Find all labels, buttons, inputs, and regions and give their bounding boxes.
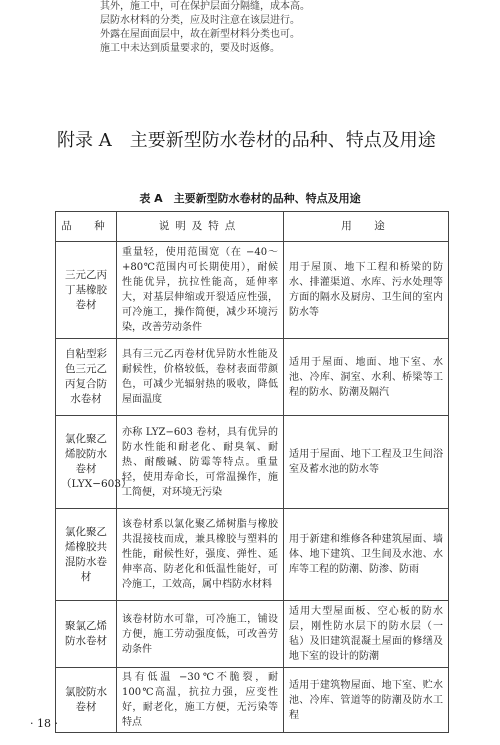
appendix-title: 附录 A 主要新型防水卷材的品种、特点及用途 bbox=[57, 130, 436, 151]
top-text-line: 外露在屋面面层中，故在新型材料分类也可。 bbox=[100, 29, 300, 40]
row-usage: 适用于屋面、地面、地下室、水池、冷库、洞室、水利、桥梁等工程的防水、防潮及隔汽 bbox=[284, 339, 449, 416]
row-usage: 适用于建筑物屋面、地下室、贮水池、冷库、管道等的防潮及防水工程 bbox=[284, 668, 449, 733]
row-usage: 适用于屋面、地下工程及卫生间浴室及蓄水池的防水等 bbox=[284, 416, 449, 509]
row-usage: 用于屋顶、地下工程和桥梁的防水、排灌渠道、水库、污水处理等方面的隔水及厨房、卫生间的室内防水等 bbox=[284, 242, 449, 339]
header-variety: 品 种 bbox=[56, 212, 117, 242]
top-text-line: 层防水材料的分类，应及时注意在该层进行。 bbox=[100, 15, 300, 26]
row-variety: 氯化聚乙烯胶防水卷材（LYX−603） bbox=[56, 416, 117, 509]
row-description: 具有低温 −30℃不脆裂，耐 100℃高温，抗拉力强，应变性好，耐老化，施工方便，无污染等特点 bbox=[117, 668, 284, 733]
table-row bbox=[56, 339, 449, 416]
header-usage: 用 途 bbox=[284, 212, 449, 242]
row-usage: 适用大型屋面板、空心板的防水层，刚性防水层下的防水层（一毡）及旧建筑混凝土屋面的修缮及地下室的设计的防潮 bbox=[284, 601, 449, 668]
row-variety: 三元乙丙丁基橡胶卷材 bbox=[56, 242, 117, 339]
row-description: 亦称 LYZ−603 卷材，具有优异的防水性能和耐老化、耐臭氧、耐热、耐酸碱、防霉等特点。重量轻，使用寿命长，可常温操作，施工简便，对环境无污染 bbox=[117, 416, 284, 509]
row-description: 该卷材系以氯化聚乙烯树脂与橡胶共混接枝而成，兼具橡胶与塑料的性能，耐候性好，强度、弹性、延伸率高、防老化和低温性能好，可冷施工，工效高，属中档防水材料 bbox=[117, 509, 284, 601]
row-variety: 氯化聚乙烯橡胶共混防水卷材 bbox=[56, 509, 117, 601]
row-description: 重量轻，使用范围宽（在 −40～+80℃范围内可长期使用），耐候性能优异，抗拉性能高，延伸率大，对基层伸缩或开裂适应性强，可冷施工，操作简便，减少环境污染，改善劳动条件 bbox=[117, 242, 284, 339]
table-row bbox=[56, 509, 449, 601]
row-usage: 用于新建和维修各种建筑屋面、墙体、地下建筑、卫生间及水池、水库等工程的防潮、防渗、防雨 bbox=[284, 509, 449, 601]
table-caption: 表 A 主要新型防水卷材的品种、特点及用途 bbox=[139, 192, 361, 205]
top-fragment-text bbox=[100, 0, 430, 56]
row-description: 具有三元乙丙卷材优异防水性能及耐候性，价格较低，卷材表面带颜色，可减少光辐射热的吸收，降低屋面温度 bbox=[117, 339, 284, 416]
table-row bbox=[56, 668, 449, 733]
page-number: · 18 · bbox=[30, 717, 58, 730]
row-description: 该卷材防水可靠，可冷施工，铺设方便，施工劳动强度低，可改善劳动条件 bbox=[117, 601, 284, 668]
top-text-line: 其外，施工中，可在保护层面分隔缝，成本高。 bbox=[100, 1, 310, 12]
table-header-row bbox=[56, 212, 449, 242]
top-text-line: 施工中未达到质量要求的，要及时返修。 bbox=[100, 43, 280, 54]
header-description: 说明及特点 bbox=[117, 212, 284, 242]
row-variety: 自粘型彩色三元乙丙复合防水卷材 bbox=[56, 339, 117, 416]
row-variety: 聚氯乙烯防水卷材 bbox=[56, 601, 117, 668]
table-row bbox=[56, 242, 449, 339]
table-row bbox=[56, 416, 449, 509]
row-variety: 氯胶防水卷材 bbox=[56, 668, 117, 733]
table-row bbox=[56, 601, 449, 668]
waterproof-membrane-table bbox=[55, 211, 449, 733]
